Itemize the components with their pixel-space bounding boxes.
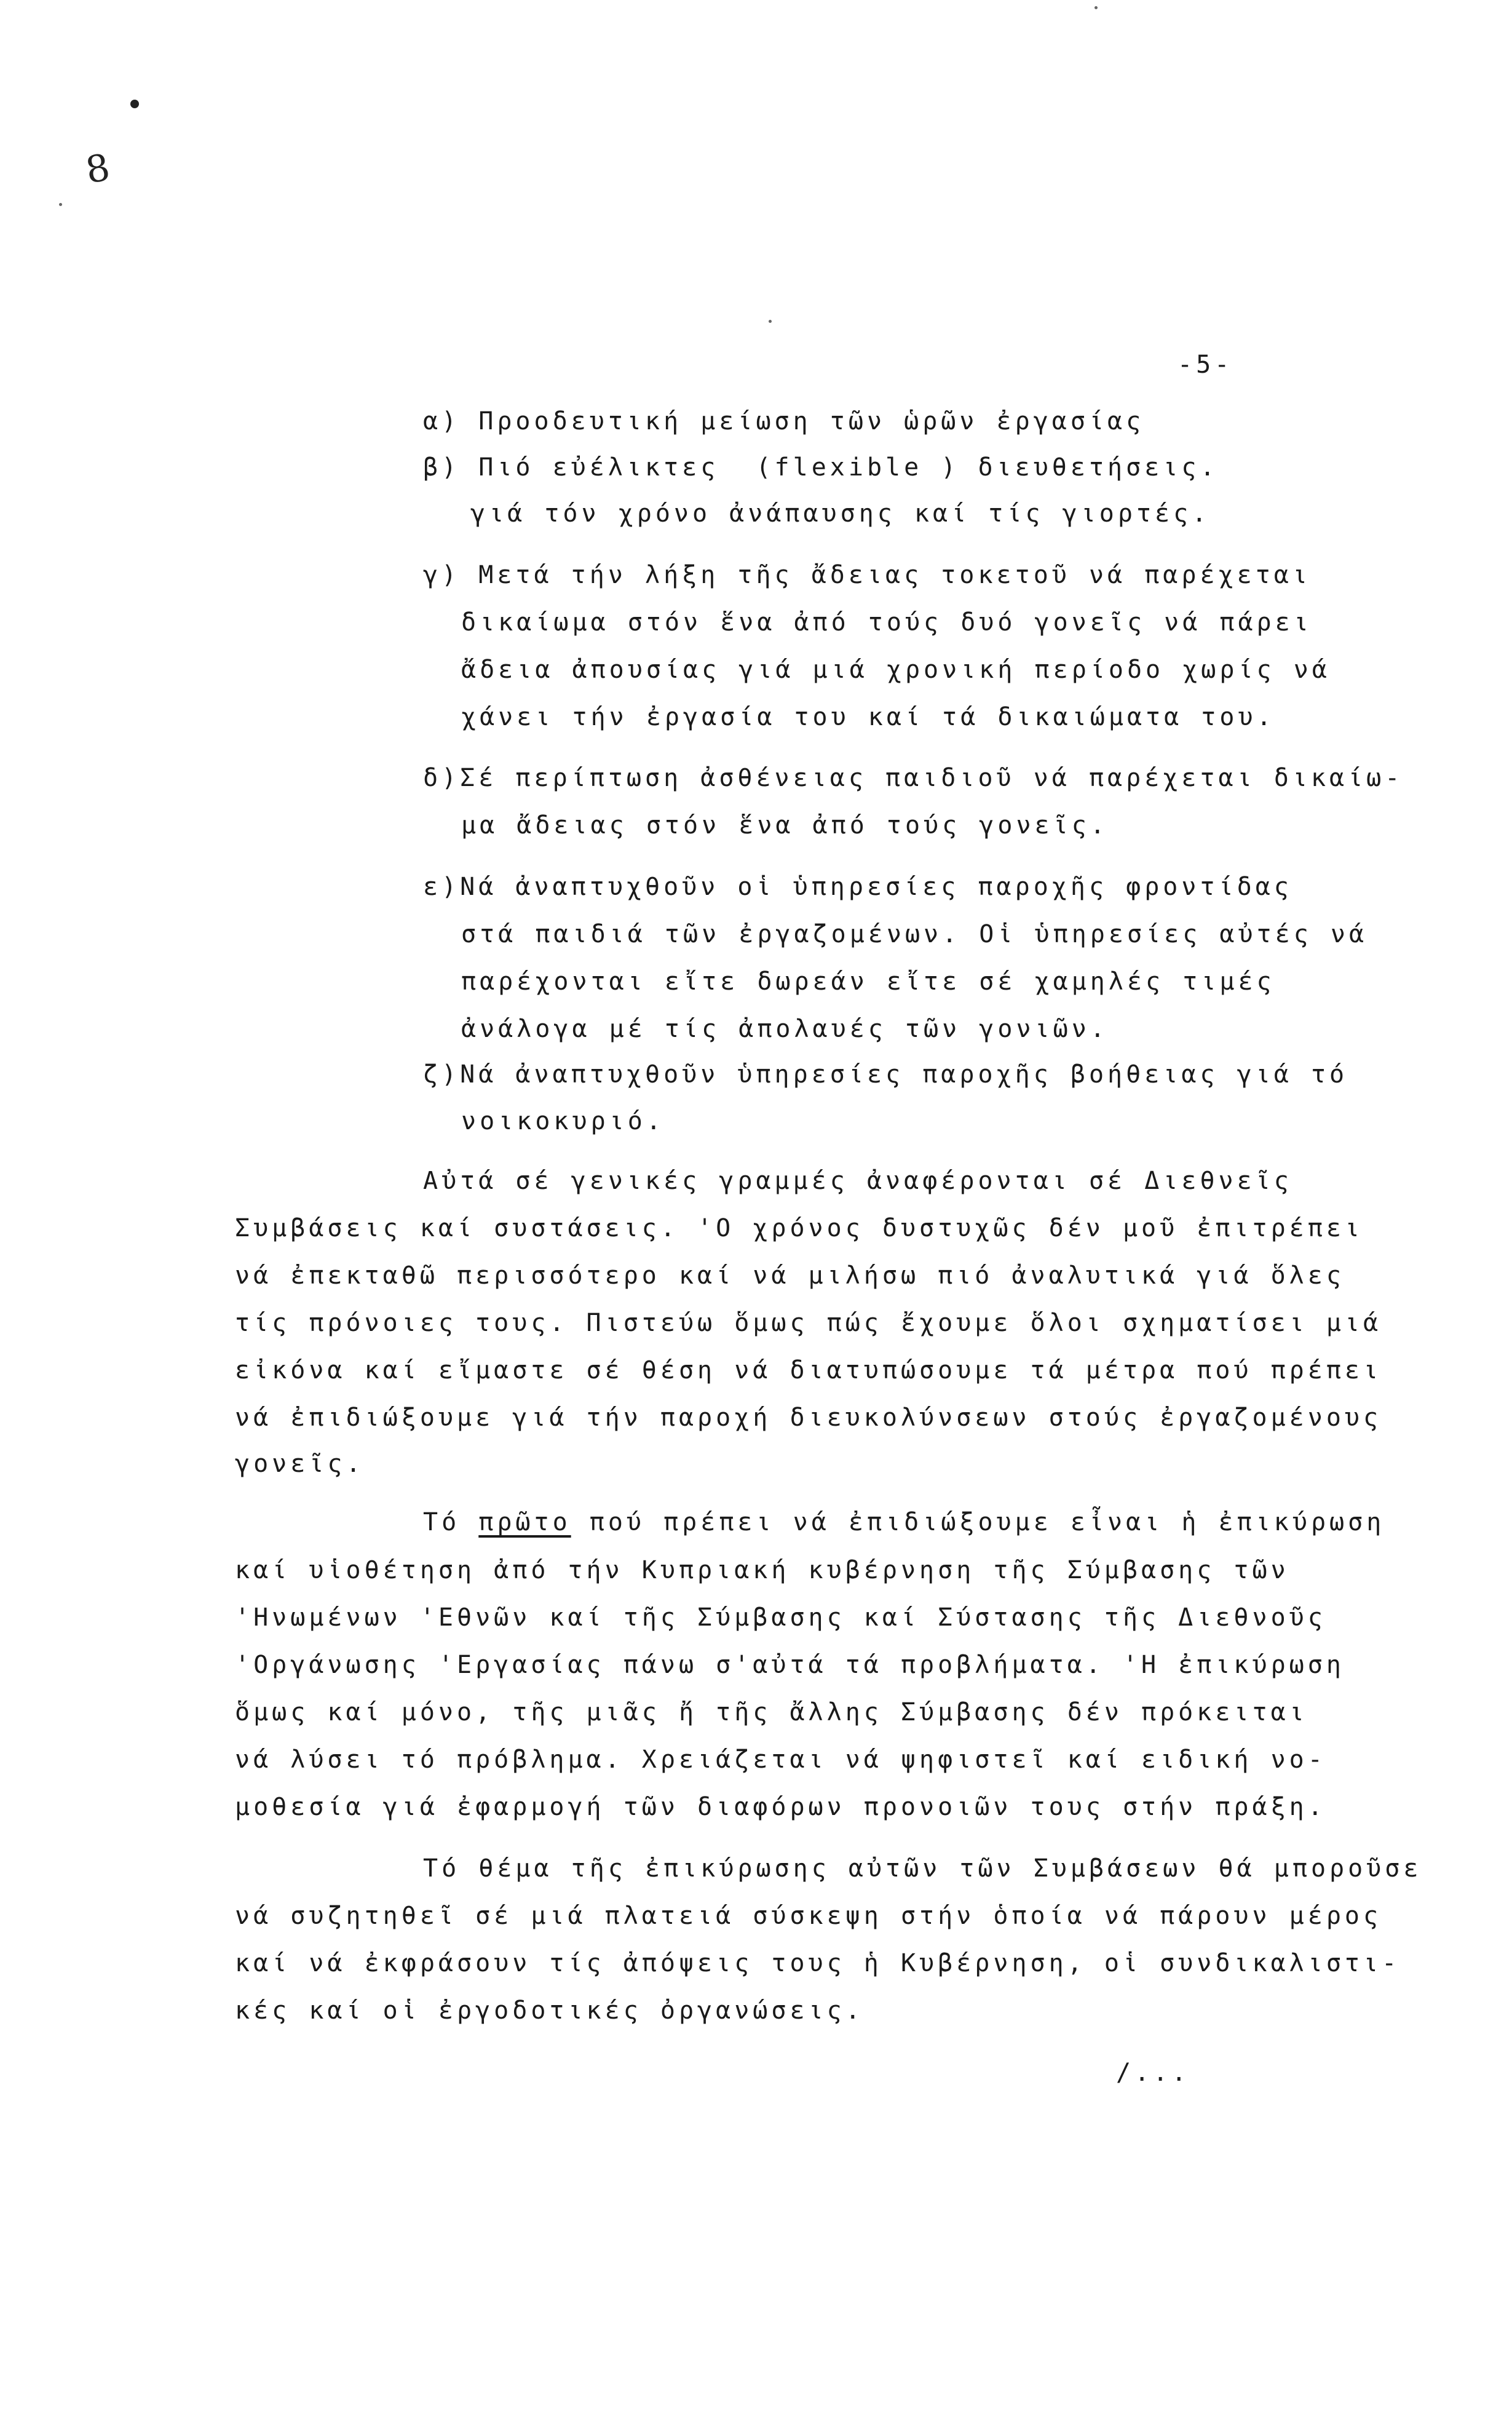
text-line: μα ἄδειας στόν ἕνα ἀπό τούς γονεῖς. <box>461 811 1109 840</box>
text-line: ὅμως καί μόνο, τῆς μιᾶς ἤ τῆς ἄλλης Σύμβασης δέν πρόκειται <box>235 1698 1308 1726</box>
text-line: καί υἱοθέτηση ἀπό τήν Κυπριακή κυβέρνηση τῆς Σύμβασης τῶν <box>235 1556 1289 1584</box>
text-line: 'Οργάνωσης 'Εργασίας πάνω σ'αὐτά τά προβλήματα. 'Η ἐπικύρωση <box>235 1651 1345 1679</box>
text-line: χάνει τήν ἐργασία του καί τά δικαιώματα του. <box>461 703 1275 731</box>
text-line: παρέχονται εἴτε δωρεάν εἴτε σέ χαμηλές τιμές <box>461 967 1275 996</box>
text-line: ε)Νά ἀναπτυχθοῦν οἱ ὑπηρεσίες παροχῆς φροντίδας <box>423 873 1292 901</box>
text-line: νά συζητηθεῖ σέ μιά πλατειά σύσκεψη στήν ὁποία νά πάρουν μέρος <box>235 1902 1382 1930</box>
text-line <box>423 1510 1385 1535</box>
text-line: στά παιδιά τῶν ἐργαζομένων. Οἱ ὑπηρεσίες αὐτές νά <box>461 920 1368 948</box>
text-line: ζ)Νά ἀναπτυχθοῦν ὑπηρεσίες παροχῆς βοήθειας γιά τό <box>423 1060 1348 1089</box>
text-line: Αὐτά σέ γενικές γραμμές ἀναφέρονται σέ Διεθνεῖς <box>423 1167 1292 1195</box>
page-number: -5- <box>1178 351 1233 379</box>
text-line: δ)Σέ περίπτωση ἀσθένειας παιδιοῦ νά παρέχεται δικαίω- <box>423 764 1404 792</box>
text-line: α) Προοδευτική μείωση τῶν ὡρῶν ἐργασίας <box>423 407 1145 435</box>
text-line: δικαίωμα στόν ἕνα ἀπό τούς δυό γονεῖς νά πάρει <box>461 608 1312 637</box>
text-line: εἰκόνα καί εἴμαστε σέ θέση νά διατυπώσουμε τά μέτρα πού πρέπει <box>235 1356 1382 1384</box>
continuation-mark: /... <box>1116 2059 1190 2087</box>
text-line: Συμβάσεις καί συστάσεις. 'Ο χρόνος δυστυχῶς δέν μοῦ ἐπιτρέπει <box>235 1214 1364 1242</box>
text-line: νά ἐπεκταθῶ περισσότερο καί νά μιλήσω πιό ἀναλυτικά γιά ὅλες <box>235 1261 1345 1290</box>
text-line: νά λύσει τό πρόβλημα. Χρειάζεται νά ψηφιστεῖ καί ειδική νο- <box>235 1746 1326 1774</box>
text-line: Τό θέμα τῆς ἐπικύρωσης αὐτῶν τῶν Συμβάσεων θά μποροῦσε <box>423 1854 1422 1883</box>
text-line: μοθεσία γιά ἐφαρμογή τῶν διαφόρων προνοιῶν τους στήν πράξη. <box>235 1793 1326 1821</box>
text-line: γ) Μετά τήν λήξη τῆς ἄδειας τοκετοῦ νά παρέχεται <box>423 561 1311 589</box>
text-line: 'Ηνωμένων 'Εθνῶν καί τῆς Σύμβασης καί Σύστασης τῆς Διεθνοῦς <box>235 1603 1326 1632</box>
text-line: νοικοκυριό. <box>461 1107 665 1135</box>
text-line: ἀνάλογα μέ τίς ἀπολαυές τῶν γονιῶν. <box>461 1015 1109 1043</box>
underline-lead: Τό <box>423 1508 479 1536</box>
text-line: β) Πιό εὐέλικτες (flexible ) διευθετήσεις. <box>423 453 1219 482</box>
text-line: γονεῖς. <box>235 1450 365 1478</box>
text-line: τίς πρόνοιες τους. Πιστεύω ὅμως πώς ἔχουμε ὅλοι σχηματίσει μιά <box>235 1309 1382 1337</box>
ink-speck <box>769 320 772 323</box>
text-line: ἄδεια ἀπουσίας γιά μιά χρονική περίοδο χωρίς νά <box>461 656 1331 684</box>
handwritten-corner-mark: 8 <box>82 146 113 193</box>
text-line: καί νά ἐκφράσουν τίς ἀπόψεις τους ἡ Κυβέρνηση, οἱ συνδικαλιστι- <box>235 1949 1401 1977</box>
text-line: κές καί οἱ ἐργοδοτικές ὀργανώσεις. <box>235 1996 864 2025</box>
ink-speck <box>1094 6 1098 9</box>
underlined-word: πρῶτο <box>478 1508 571 1536</box>
text-line: γιά τόν χρόνο ἀνάπαυσης καί τίς γιορτές. <box>470 499 1211 528</box>
ink-speck <box>59 203 62 206</box>
underline-tail: πού πρέπει νά ἐπιδιώξουμε εἶναι ἡ ἐπικύρωση <box>571 1508 1385 1536</box>
ink-dot <box>130 100 139 108</box>
text-line: νά ἐπιδιώξουμε γιά τήν παροχή διευκολύνσεων στούς ἐργαζομένους <box>235 1404 1382 1432</box>
